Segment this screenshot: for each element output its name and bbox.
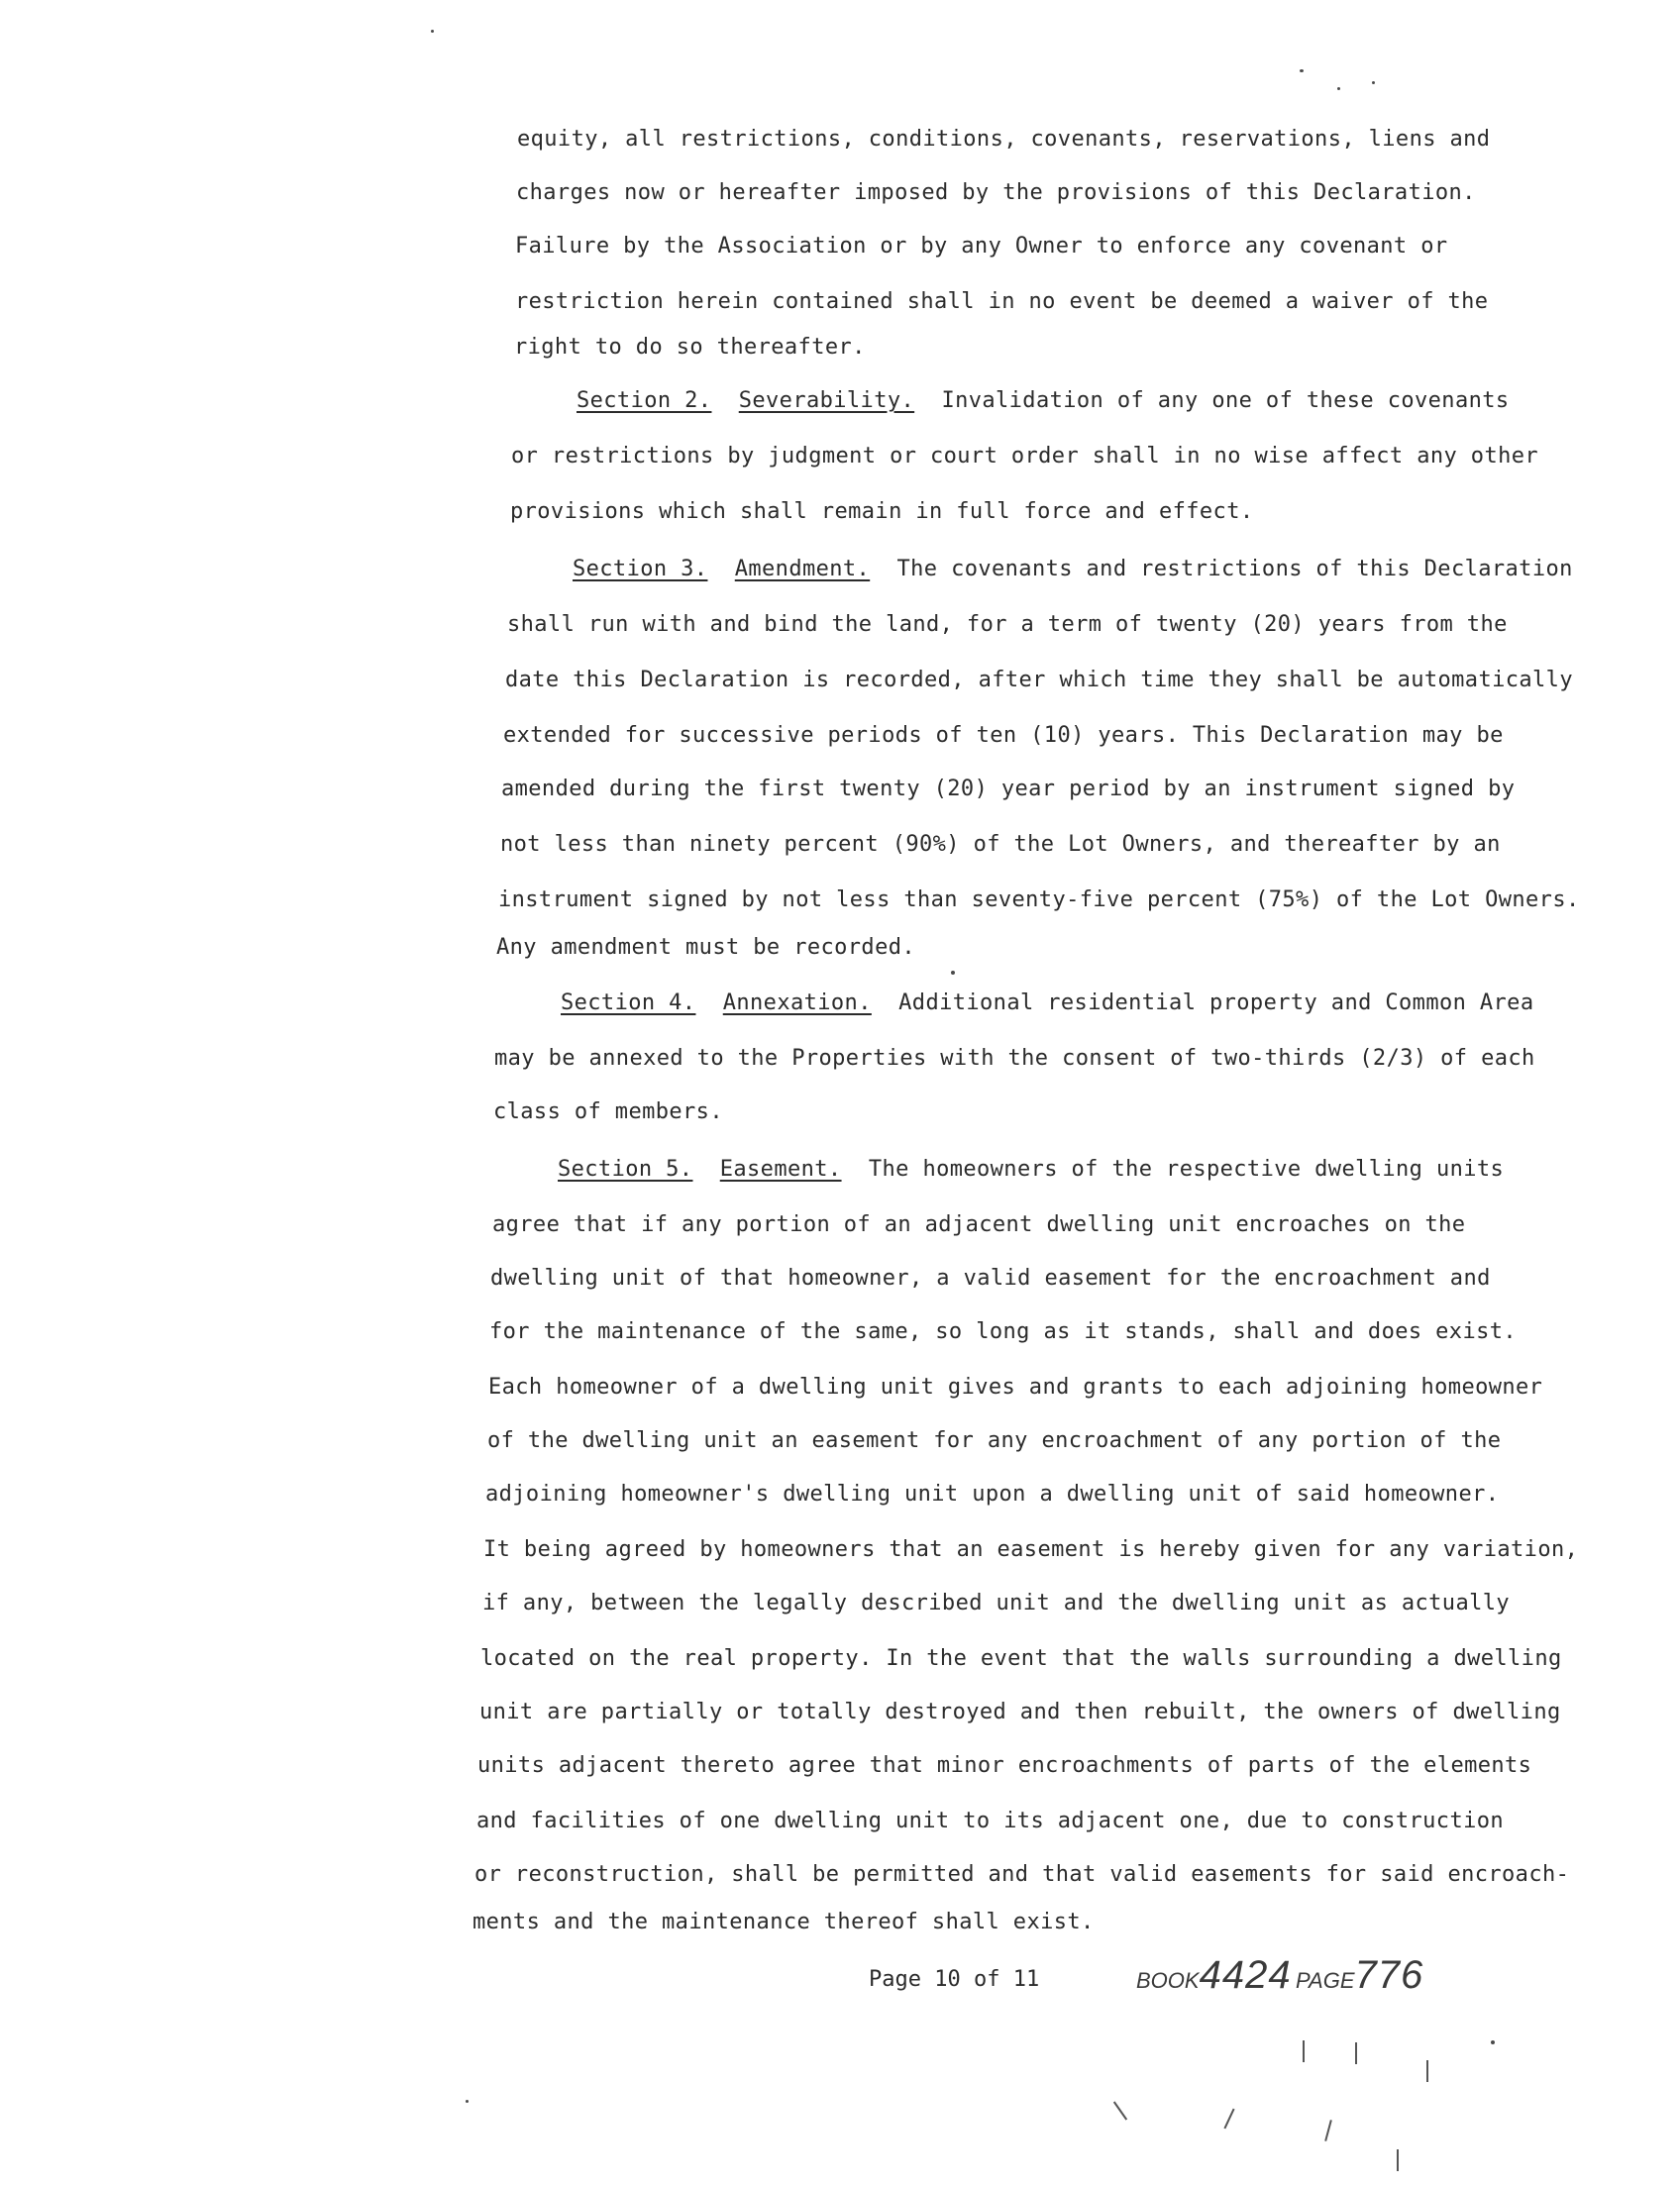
text-line: and facilities of one dwelling unit to its adjacent one, due to construction bbox=[476, 1809, 1505, 1833]
text-line: for the maintenance of the same, so long as it stands, shall and does exist. bbox=[489, 1319, 1518, 1344]
text-line: equity, all restrictions, conditions, covenants, reservations, liens and bbox=[517, 127, 1491, 152]
book-number: 4424 bbox=[1199, 1953, 1292, 1997]
book-label: BOOK bbox=[1136, 1968, 1200, 1993]
scan-mark bbox=[1397, 2149, 1399, 2171]
text-line: charges now or hereafter imposed by the provisions of this Declaration. bbox=[516, 180, 1476, 205]
scan-speck bbox=[951, 971, 955, 975]
text-line: Failure by the Association or by any Owner to enforce any covenant or bbox=[515, 234, 1448, 259]
section-title: Easement. bbox=[719, 1157, 842, 1182]
scan-speck bbox=[1372, 81, 1375, 84]
text-line: dwelling unit of that homeowner, a valid easement for the encroachment and bbox=[490, 1266, 1491, 1291]
text-line: Each homeowner of a dwelling unit gives and grants to each adjoining homeowner bbox=[488, 1375, 1543, 1400]
text-line: class of members. bbox=[493, 1099, 723, 1124]
scan-mark bbox=[1303, 2040, 1305, 2062]
section-4-heading bbox=[561, 989, 1533, 1018]
text-line: Any amendment must be recorded. bbox=[496, 935, 915, 960]
text-line: date this Declaration is recorded, after which time they shall be automatically bbox=[505, 668, 1573, 692]
scan-speck bbox=[1337, 87, 1340, 90]
scan-mark bbox=[1223, 2109, 1234, 2130]
section-number: Section 5. bbox=[558, 1157, 693, 1182]
scan-speck bbox=[1491, 2040, 1495, 2044]
text-line: provisions which shall remain in full force and effect. bbox=[510, 499, 1254, 524]
text-line: right to do so thereafter. bbox=[514, 335, 866, 360]
text-line: if any, between the legally described unit and the dwelling unit as actually bbox=[482, 1591, 1511, 1615]
text-line: unit are partially or totally destroyed and then rebuilt, the owners of dwelling bbox=[479, 1700, 1561, 1724]
text-line: or reconstruction, shall be permitted and that valid easements for said encroach- bbox=[474, 1862, 1570, 1887]
text-line: The covenants and restrictions of this Declaration bbox=[896, 557, 1573, 581]
scan-speck bbox=[466, 2100, 469, 2103]
scan-mark bbox=[1426, 2060, 1428, 2082]
text-line: or restrictions by judgment or court order shall in no wise affect any other bbox=[511, 444, 1539, 469]
book-page-stamp bbox=[1136, 1953, 1423, 1998]
text-line: of the dwelling unit an easement for any encroachment of any portion of the bbox=[487, 1428, 1502, 1453]
section-number: Section 3. bbox=[573, 557, 708, 581]
text-line: extended for successive periods of ten (10) years. This Declaration may be bbox=[503, 723, 1504, 748]
scan-mark bbox=[1355, 2042, 1357, 2064]
text-line: shall run with and bind the land, for a term of twenty (20) years from the bbox=[507, 612, 1508, 637]
text-line: adjoining homeowner's dwelling unit upon a dwelling unit of said homeowner. bbox=[485, 1482, 1500, 1507]
page-label: PAGE bbox=[1296, 1968, 1355, 1993]
page-number: Page 10 of 11 bbox=[869, 1967, 1040, 1992]
text-line: not less than ninety percent (90%) of the Lot Owners, and thereafter by an bbox=[500, 832, 1501, 857]
scan-mark bbox=[1113, 2101, 1127, 2120]
section-title: Annexation. bbox=[722, 990, 872, 1015]
text-line: may be annexed to the Properties with the consent of two-thirds (2/3) of each bbox=[494, 1046, 1535, 1071]
page-value: 776 bbox=[1354, 1953, 1424, 1997]
text-line: The homeowners of the respective dwelling units bbox=[868, 1157, 1505, 1182]
text-line: agree that if any portion of an adjacent dwelling unit encroaches on the bbox=[492, 1212, 1466, 1237]
text-line: located on the real property. In the event that the walls surrounding a dwelling bbox=[480, 1646, 1562, 1671]
text-line: It being agreed by homeowners that an easement is hereby given for any variation, bbox=[483, 1537, 1579, 1562]
text-line: ments and the maintenance thereof shall exist. bbox=[472, 1910, 1095, 1934]
scan-mark bbox=[1324, 2120, 1332, 2141]
text-line: Additional residential property and Common Area bbox=[898, 990, 1534, 1015]
text-line: Invalidation of any one of these covenants bbox=[941, 388, 1510, 413]
section-number: Section 4. bbox=[561, 990, 696, 1015]
text-line: units adjacent thereto agree that minor encroachments of parts of the elements bbox=[477, 1753, 1532, 1778]
section-number: Section 2. bbox=[577, 388, 712, 413]
text-line: amended during the first twenty (20) year period by an instrument signed by bbox=[501, 777, 1516, 801]
section-3-heading bbox=[573, 555, 1573, 584]
section-2-heading bbox=[577, 386, 1510, 416]
section-5-heading bbox=[558, 1155, 1504, 1185]
scan-speck bbox=[431, 30, 434, 33]
text-line: restriction herein contained shall in no event be deemed a waiver of the bbox=[515, 289, 1489, 314]
text-line: instrument signed by not less than seventy-five percent (75%) of the Lot Owners. bbox=[498, 887, 1580, 912]
section-title: Amendment. bbox=[734, 557, 871, 581]
scan-speck bbox=[1300, 69, 1304, 72]
section-title: Severability. bbox=[738, 388, 915, 413]
